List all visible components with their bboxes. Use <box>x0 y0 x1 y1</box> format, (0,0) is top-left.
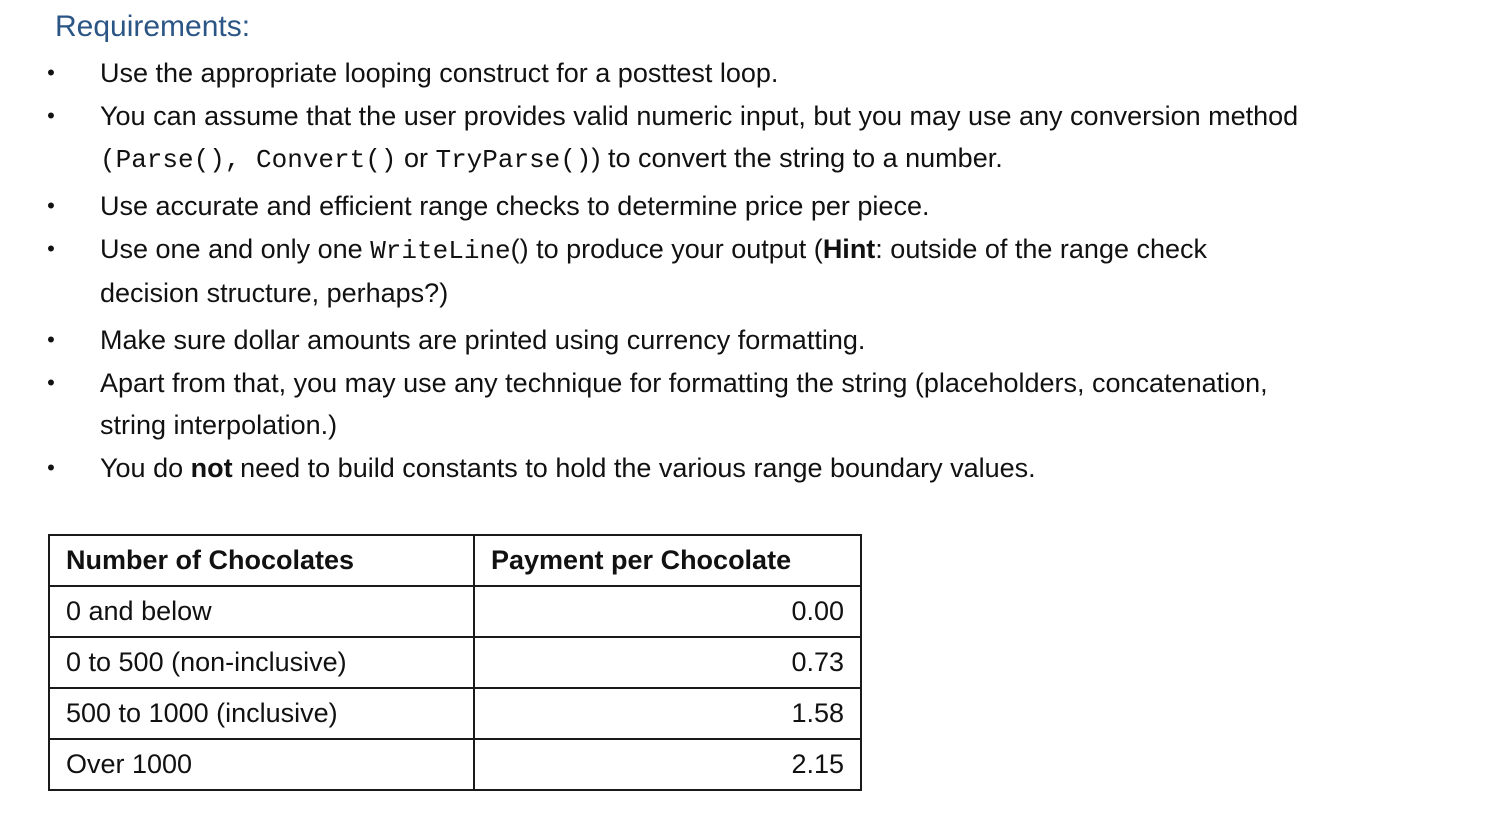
payment-cell: 0.73 <box>474 637 861 688</box>
table-row <box>49 586 861 637</box>
bullet-icon: • <box>47 327 55 352</box>
requirement-text <box>100 228 1490 314</box>
table-row <box>49 688 861 739</box>
hint-label: Hint <box>822 234 876 264</box>
requirement-line: Apart from that, you may use any technique for formatting the string (placeholders, concatenation, <box>100 368 1268 398</box>
table-header-row <box>49 535 861 586</box>
payment-cell: 2.15 <box>474 739 861 790</box>
code-conversion-methods: (Parse(), Convert() <box>100 145 397 175</box>
header-number-of-chocolates: Number of Chocolates <box>49 535 474 586</box>
bullet-icon: • <box>47 193 55 218</box>
range-cell: 0 and below <box>49 586 474 637</box>
bullet-icon: • <box>47 455 55 480</box>
bullet-icon: • <box>47 370 55 395</box>
range-cell: 0 to 500 (non-inclusive) <box>49 637 474 688</box>
requirement-line: (Parse(), Convert() or TryParse()) to convert the string to a number. <box>100 143 1003 175</box>
pricing-table <box>48 534 862 791</box>
requirement-text: You do not need to build constants to hold the various range boundary values. <box>100 453 1036 483</box>
code-writeline: WriteLine <box>370 236 511 266</box>
requirement-text <box>100 95 1490 181</box>
requirement-text: Make sure dollar amounts are printed using currency formatting. <box>100 325 866 355</box>
bullet-icon: • <box>47 60 55 85</box>
payment-cell: 0.00 <box>474 586 861 637</box>
payment-cell: 1.58 <box>474 688 861 739</box>
code-tryparse: TryParse() <box>435 145 592 175</box>
requirement-text: Use the appropriate looping construct for a posttest loop. <box>100 58 779 88</box>
requirement-text: Use accurate and efficient range checks to determine price per piece. <box>100 191 930 221</box>
requirement-line: You can assume that the user provides valid numeric input, but you may use any conversion method <box>100 101 1299 131</box>
range-cell: Over 1000 <box>49 739 474 790</box>
table-row <box>49 637 861 688</box>
table-row <box>49 739 861 790</box>
requirement-line: Use one and only one WriteLine() to produce your output (Hint: outside of the range check <box>100 234 1208 266</box>
emphasis-not: not <box>190 453 233 483</box>
requirement-text <box>100 362 1490 446</box>
range-cell: 500 to 1000 (inclusive) <box>49 688 474 739</box>
requirement-line: decision structure, perhaps?) <box>100 278 449 308</box>
bullet-icon: • <box>47 103 55 128</box>
bullet-icon: • <box>47 236 55 261</box>
requirements-heading: Requirements: <box>55 10 251 43</box>
requirement-line: string interpolation.) <box>100 410 338 440</box>
header-payment-per-chocolate: Payment per Chocolate <box>474 535 861 586</box>
